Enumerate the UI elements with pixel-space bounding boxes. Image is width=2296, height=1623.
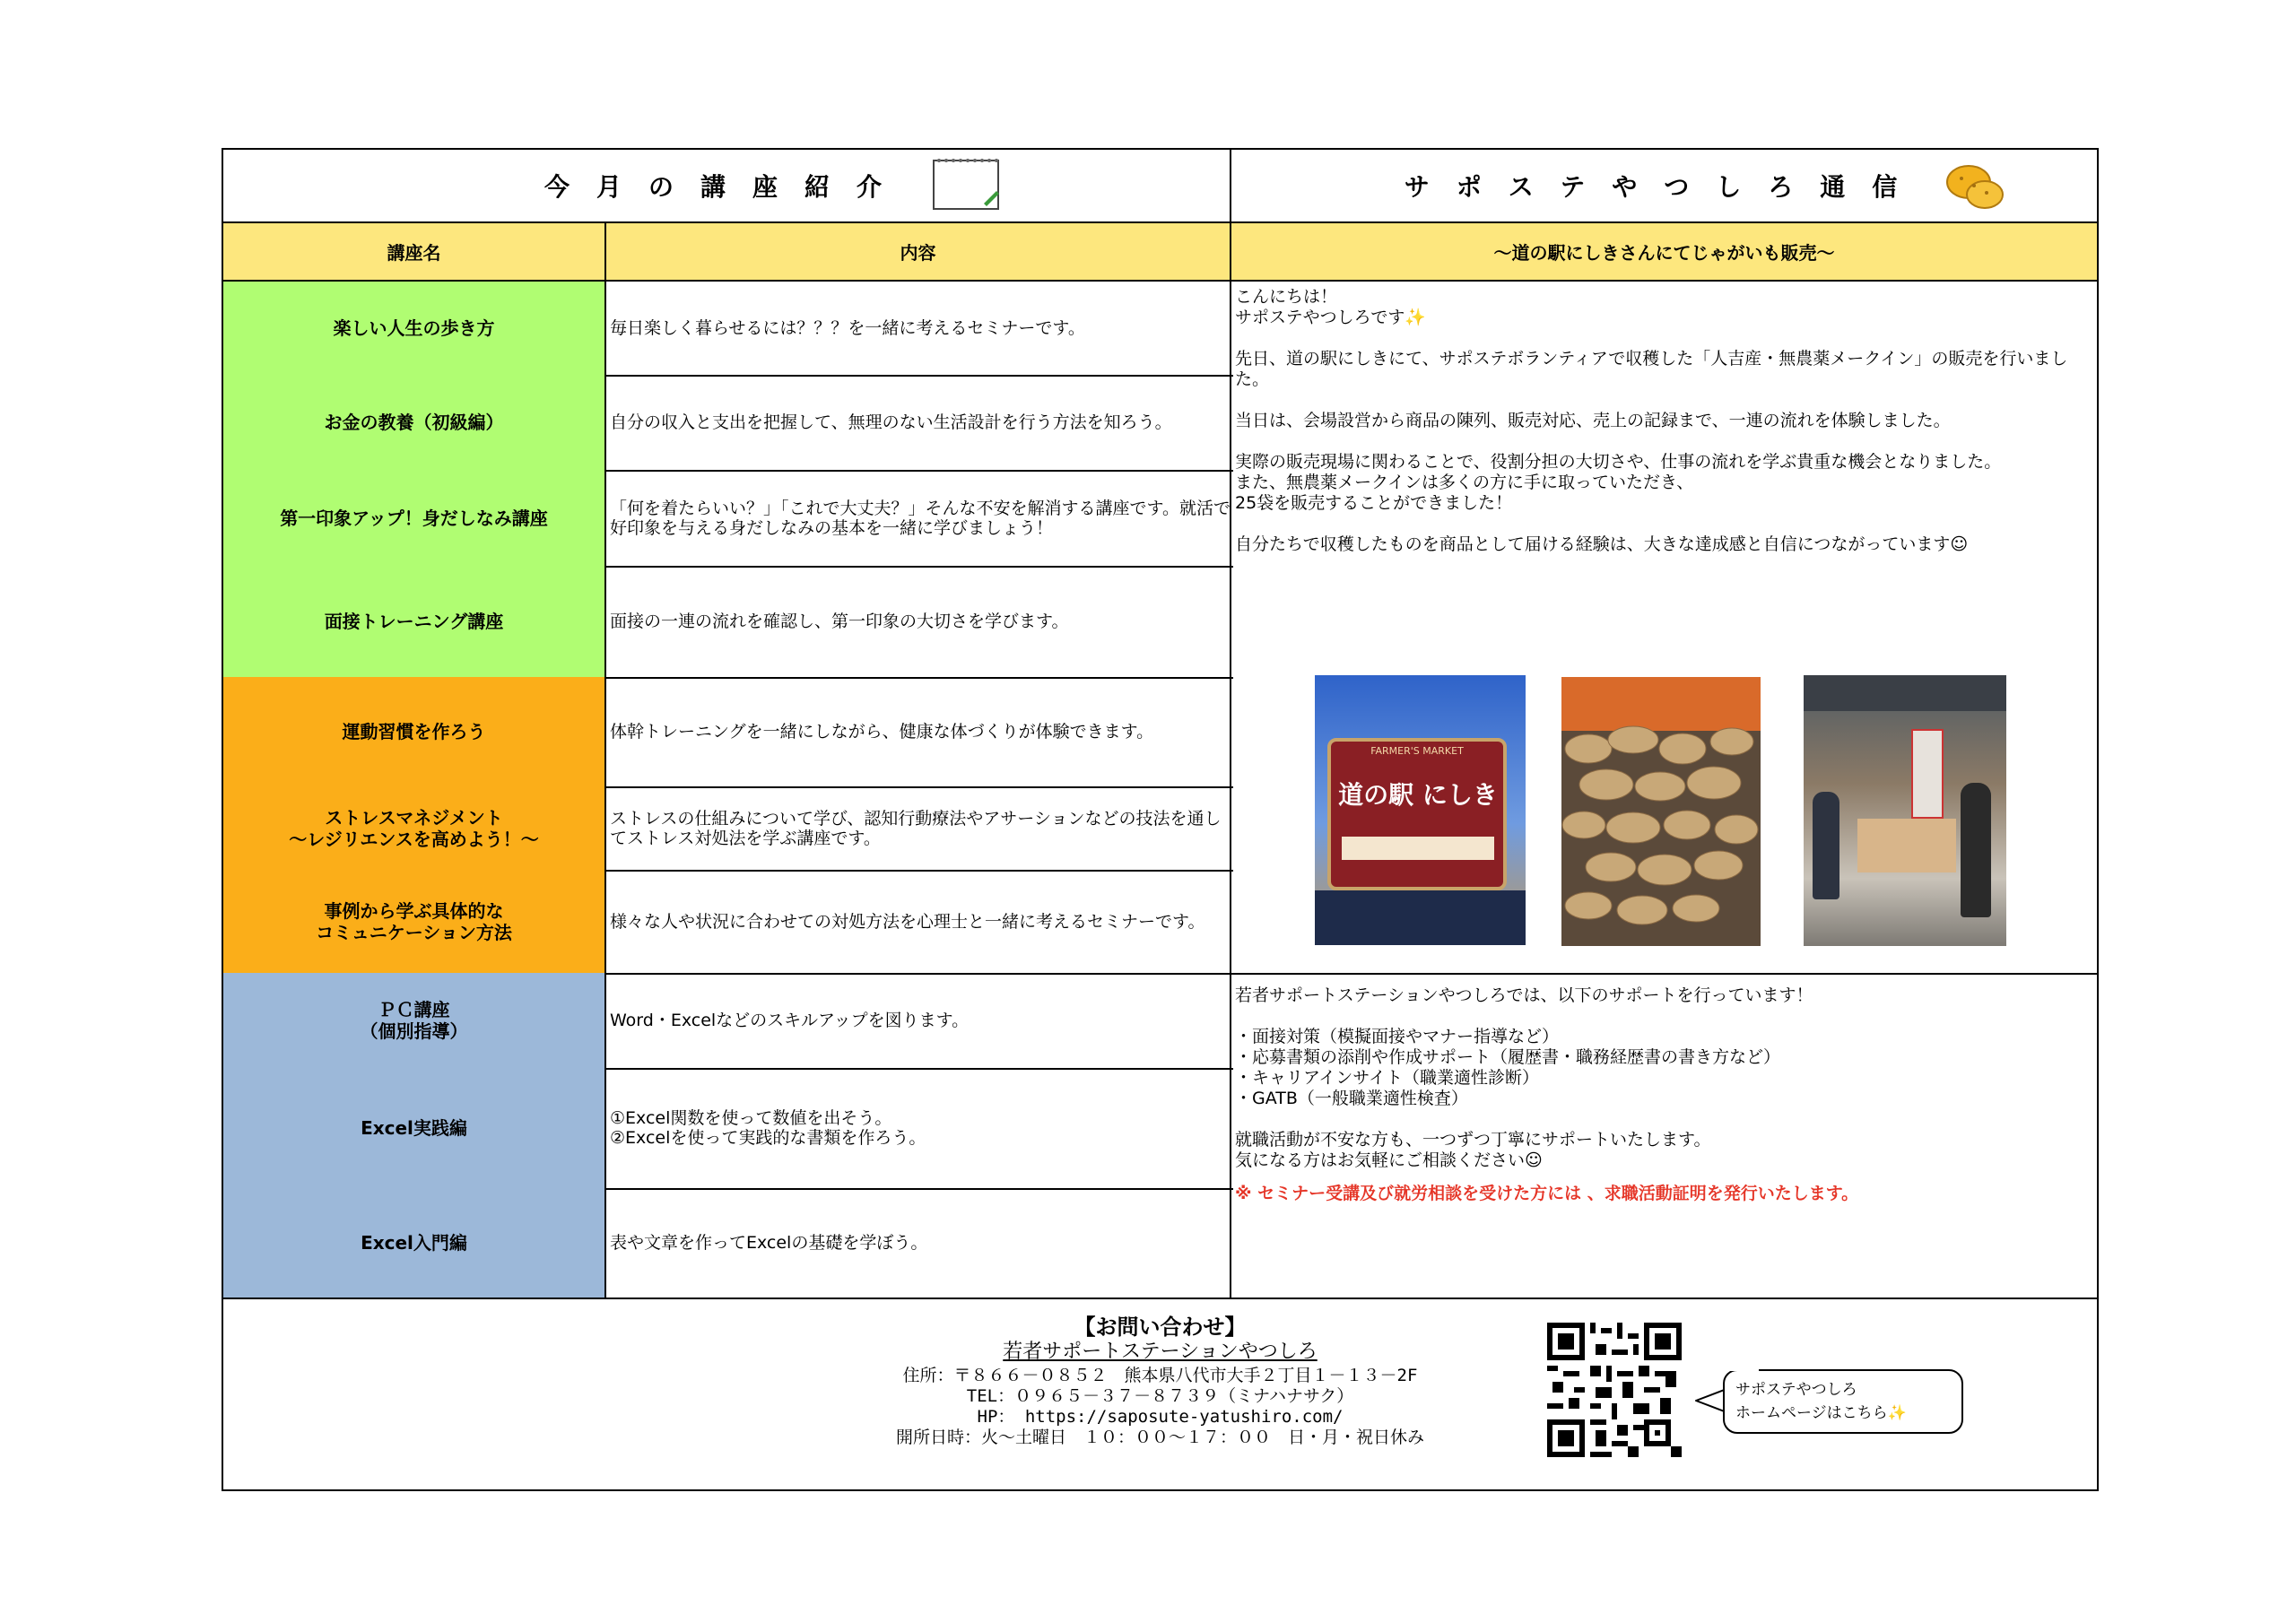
car-roof <box>1315 890 1526 945</box>
bubble-tail <box>1694 1387 1726 1414</box>
course-name-cell: 第一印象アップ！身だしなみ講座 <box>223 470 604 568</box>
support-section <box>1231 975 2104 1215</box>
news-heading <box>1231 223 2097 280</box>
qr-code-icon[interactable] <box>1547 1323 1682 1457</box>
contact-footer <box>223 1298 2097 1489</box>
news-heading-text: ～道の駅にしきさんにてじゃがいも販売～ <box>1493 242 1835 264</box>
sign-icons-strip <box>1342 837 1494 860</box>
contact-address: 住所：〒８６６－０８５２ 熊本県八代市大手２丁目１－１３－2F <box>902 1366 1418 1385</box>
news-body: こんにちは！ サポステやつしろです✨ 先日、道の駅にしきにて、サポステボランティアで収穫した「人吉産・無農薬メークイン」の販売を行いました。 当日は、会場設営から商品の陳列、販売対応、売上の記録まで、一連の流れを体験しました。 実際の販売現場に関わることで、役割分担の大切さや、仕事の流れを学ぶ貴重な機会となりました。 また、無農薬メークインは多くの方に手に取っていただき、 25袋を販売することができました！ 自分たちで収穫したものを商品として届ける経験は、大きな達成感と自信につながっています☺ <box>1235 287 2068 554</box>
course-name-cell: 事例から学ぶ具体的な コミュニケーション方法 <box>223 870 604 975</box>
course-name-cell: 面接トレーニング講座 <box>223 566 604 679</box>
course-desc-cell: Word・Excelなどのスキルアップを図ります。 <box>606 973 1233 1070</box>
left-section-title <box>223 150 1230 221</box>
course-name-cell: 楽しい人生の歩き方 <box>223 282 604 377</box>
course-desc-cell: 「何を着たらいい？」「これで大丈夫？」そんな不安を解消する講座です。就活で好印象を与える身だしなみの基本を一緒に学びましょう！ <box>606 470 1233 568</box>
sign-top-text: FARMER'S MARKET <box>1370 745 1464 757</box>
course-desc-cell: 面接の一連の流れを確認し、第一印象の大切さを学びます。 <box>606 566 1233 679</box>
contact-heading: 【お問い合わせ】 <box>1074 1315 1247 1340</box>
course-name-cell: 運動習慣を作ろう <box>223 677 604 788</box>
course-desc-cell: ストレスの仕組みについて学び、認知行動療法やアサーションなどの技法を通してストレス対処法を学ぶ講座です。 <box>606 786 1233 872</box>
potatoes-photo <box>1561 677 1761 946</box>
sign-board <box>1327 738 1507 890</box>
contact-org-link[interactable]: 若者サポートステーションやつしろ <box>1003 1341 1318 1363</box>
flyer-sheet <box>222 148 2099 1491</box>
sign-main-text-2: にしき <box>1422 780 1498 810</box>
contact-hours: 開所日時：火～土曜日 １０：００～１７：００ 日・月・祝日休み <box>895 1428 1424 1447</box>
roof <box>1804 675 2006 711</box>
course-name-header-text: 講座名 <box>387 242 441 264</box>
contact-tel: TEL：０９６５－３７－８７３９（ミナハナサク） <box>966 1386 1354 1406</box>
potato-pile <box>1561 722 1761 946</box>
market-stall-photo <box>1804 675 2006 946</box>
michinoeki-sign-photo <box>1315 675 1526 945</box>
sign-main-text-1: 道の駅 <box>1338 780 1414 810</box>
bubble-line-2: ホームページはこちら✨ <box>1735 1404 1907 1422</box>
person <box>1813 792 1839 899</box>
course-desc-cell: 自分の収入と支出を把握して、無理のない生活設計を行う方法を知ろう。 <box>606 375 1233 472</box>
person <box>1961 783 1991 917</box>
left-section-title-text: 今月の講座紹介 <box>544 172 909 202</box>
certificate-notice: ※ セミナー受講及び就労相談を受けた方には 、求職活動証明を発行いたします。 <box>1235 1184 1859 1203</box>
course-name-cell: Excel入門編 <box>223 1188 604 1298</box>
course-content-header-text: 内容 <box>900 242 936 264</box>
potato-icon <box>1944 159 2006 214</box>
course-desc-cell: 毎日楽しく暮らせるには？？？を一緒に考えるセミナーです。 <box>606 282 1233 377</box>
course-desc-cell: 様々な人や状況に合わせての対処方法を心理士と一緒に考えるセミナーです。 <box>606 870 1233 975</box>
homepage-bubble[interactable] <box>1723 1369 1963 1434</box>
course-desc-cell: ①Excel関数を使って数値を出そう。 ②Excelを使って実践的な書類を作ろう。 <box>606 1068 1233 1190</box>
support-item: ・面接対策（模擬面接やマナー指導など） <box>1235 1027 1560 1046</box>
bubble-line-1: サポステやつしろ <box>1735 1381 1857 1399</box>
support-item: ・キャリアインサイト（職業適性診断） <box>1235 1068 1539 1088</box>
course-name-cell: Excel実践編 <box>223 1068 604 1190</box>
sign-main-text <box>1333 776 1503 812</box>
banner <box>1911 729 1944 819</box>
support-intro: 若者サポートステーションやつしろでは、以下のサポートを行っています！ <box>1235 985 1813 1005</box>
support-item: ・応募書類の添削や作成サポート（履歴書・職務経歴書の書き方など） <box>1235 1047 1781 1067</box>
support-closing: 就職活動が不安な方も、一つずつ丁寧にサポートいたします。 <box>1235 1130 1711 1150</box>
course-name-header <box>223 223 604 280</box>
course-content-header <box>606 223 1230 280</box>
course-desc-cell: 体幹トレーニングを一緒にしながら、健康な体づくりが体験できます。 <box>606 677 1233 788</box>
notepad-icon <box>930 155 1004 214</box>
table <box>1857 819 1956 872</box>
course-name-cell: ＰＣ講座 （個別指導） <box>223 973 604 1070</box>
course-name-cell: お金の教養（初級編） <box>223 375 604 472</box>
contact-hp[interactable]: HP： https://saposute-yatushiro.com/ <box>977 1407 1344 1427</box>
support-closing: 気になる方はお気軽にご相談ください☺ <box>1235 1150 1543 1170</box>
right-section-title-text: サポステやつしろ通信 <box>1404 172 1925 202</box>
course-name-cell: ストレスマネジメント ～レジリエンスを高めよう！～ <box>223 786 604 872</box>
support-item: ・GATB（一般職業適性検査） <box>1235 1089 1468 1108</box>
course-desc-cell: 表や文章を作ってExcelの基礎を学ぼう。 <box>610 1233 928 1253</box>
